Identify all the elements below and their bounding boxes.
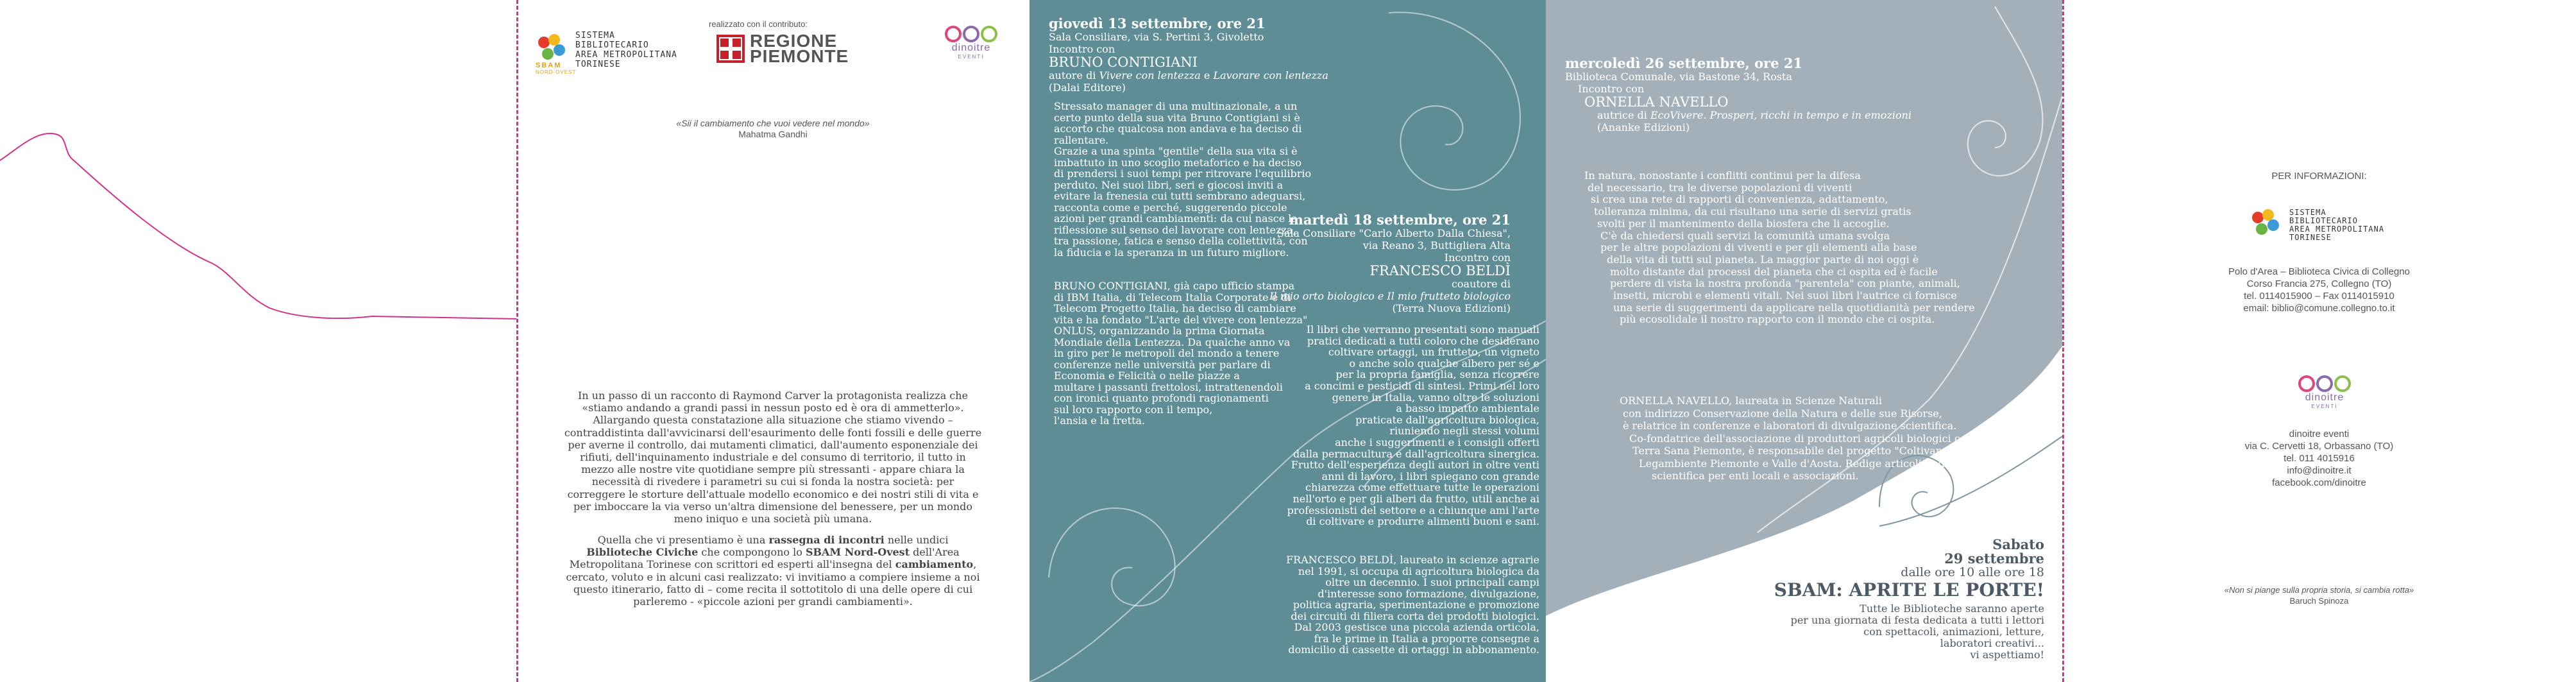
spinoza-quote-author: Baruch Spinoza (2289, 596, 2349, 606)
contributor-label: realizzato con il contributo: (709, 19, 808, 29)
intro-panel (516, 0, 1030, 682)
sbam-logo-text: SISTEMA BIBLIOTECARIO AREA METROPOLITANA TORINESE (575, 31, 677, 69)
sbam-logo-sub: NORD-OVEST (536, 69, 577, 75)
intro-paragraph-2: Quella che vi presentiamo è una rassegna di incontri nelle undici Biblioteche Civiche che compongono lo SBAM Nord-Ovest dell'Area Metropolitana Torinese con scrittori ed esperti all'insegna del cambiamento, cercato, voluto e in alcuni casi realizzato: vi invitiamo a compiere insieme a noi questo itinerario, fatto di – come recita il sottotitolo di una delle opere di cui parleremo - «piccole azioni per grandi cambiamenti». (566, 534, 980, 608)
info-panel (2062, 0, 2576, 682)
sbam-logo-mark-icon (2248, 209, 2280, 241)
event-1-description: Stressato manager di una multinazionale, a un certo punto della sua vita Bruno Contigiani si è accorto che qualcosa non andava e ha deciso di rallentare. Grazie a una spinta "gentile" della sua vita si è imbattuto in uno scoglio metaforico e ha deciso di prendersi i suoi tempi per ritrovare l'equilibrio perduto. Nei suoi libri, seri e giocosi inviti a evitare la frenesia cui tutti sembrano adeguarsi, racconta come e perché, suggerendo piccole azioni per grandi cambiamenti: da cui nasce la riflessione sul senso del lavorare con lentezza, tra passione, fatica e senso della collettività, con la fiducia e la speranza in un futuro migliore. (1054, 100, 1312, 259)
event-2-details: martedì 18 settembre, ore 21 Sala Consiliare "Carlo Alberto Dalla Chiesa", via Reano 3, Buttigliera Alta Incontro con FRANCESCO BELDÌ coautore di Il mio orto biologico e Il mio frutteto biologico (Terra Nuova Edizioni) (1269, 212, 1511, 314)
sbam-logo (2248, 209, 2384, 242)
event-3-description: In natura, nonostante i conflitti continui per la difesa del necessario, tra le diverse popolazioni di viventi si crea una rete di rapporti di convenienza, adattamento, tolleranza minima, da cui risultano una serie di servizi gratis svolti per il mantenimento della biosfera che li accoglie. C'è da chiedersi quali servizi la comunità umana svolga per le altre popolazioni di viventi e per gli elementi alla base della vita di tutti sul pianeta. La maggior parte di noi oggi è molto distante dai processi del pianeta che ci ospita ed è facile perdere di vista la nostra profonda "parentela" con piante, animali, insetti, microbi e elementi vitali. Nei suoi libri l'autrice ci fornisce una serie di suggerimenti da applicare nella quotidianità per rendere più ecosolidale il nostro rapporto con il mondo che ci ospita. (1584, 169, 1975, 326)
spinoza-quote: «Non si piange sulla propria storia, si cambia rotta» (2224, 585, 2414, 595)
dinoitre-logo: dinoitre EVENTI (2298, 375, 2351, 409)
regione-crest-icon (716, 35, 745, 63)
dinoitre-heads-icon (945, 26, 997, 42)
event-3-details: mercoledì 26 settembre, ore 21 Biblioteca Comunale, via Bastone 34, Rosta Incontro con ORNELLA NAVELLO autrice di EcoVivere. Prosperi, ricchi in tempo e in emozioni (Ananke Edizioni) (1565, 55, 1912, 133)
regione-piemonte-logo: REGIONE PIEMONTE (716, 33, 849, 64)
intro-paragraph-1: In un passo di un racconto di Raymond Carver la protagonista realizza che «stiamo andando a grandi passi in nessun posto ed è ora di ammetterlo». Allargando questa constatazione alla situazione che stiamo vivendo – contraddistinta dall'avvicinarsi dell'esaurimento delle fonti fossili e delle guerre per averne il controllo, dai mutamenti climatici, dall'aumento esponenziale dei rifiuti, dell'inquinamento industriale e del consumo di territorio, il tutto in mezzo alle nostre vite quotidiane sempre più stressanti - appare chiara la necessità di rivedere i parametri su cui si fonda la nostra società: per correggere le storture dell'attuale modello economico e dei nostri stili di vita e per imboccare la via verso un'altra dimensione del benessere, per un mondo meno iniquo e una società più umana. (564, 389, 982, 525)
gandhi-quote: «Sii il cambiamento che vuoi vedere nel mondo» (676, 118, 870, 128)
event-1-bio: BRUNO CONTIGIANI, già capo ufficio stampa di IBM Italia, di Telecom Italia Corporate e di Telecom Progetto Italia, ha deciso di cambiare vita e ha fondato "L'arte del vivere con lentezza" ONLUS, organizzando la prima Giornata Mondiale della Lentezza. Da qualche anno va in giro per le metropoli del mondo a tenere conferenze nelle università per parlare di Economia e Felicità o nelle piazze a multare i passanti frettolosi, intrattenendoli con ironici quanto profondi ragionamenti sul loro rapporto con il tempo, l'ansia e la fretta. (1054, 280, 1308, 427)
event-2-description: Il libri che verranno presentati sono manuali pratici dedicati a tutti coloro che desiderano coltivare ortaggi, un frutteto, un vigneto o anche solo qualche albero per sé e per la propria famiglia, senza ricorrere a concimi e pesticidi di sintesi. Primi nel loro genere in Italia, vanno oltre le soluzioni a basso impatto ambientale praticate dall'agricoltura biologica, riuniendo negli stessi volumi anche i suggerimenti e i consigli offerti dalla permacultura e dall'agricoltura sinergica. Frutto dell'esperienza degli autori in oltre venti anni di lavoro, i libri spiegano con grande chiarezza come effettuare tutte le operazioni nell'orto e per gli alberi da frutto, utili anche ai professionisti del settore e a chiunque ami l'arte di coltivare e produrre alimenti buoni e sani. (1287, 323, 1539, 528)
events-panel-2 (1546, 0, 2062, 682)
event-4-details: Sabato 29 settembre dalle ore 10 alle ore 18 SBAM: APRITE LE PORTE! (1774, 536, 2044, 601)
facebook-link[interactable]: facebook.com/dinoitre (2272, 477, 2366, 488)
event-4-description: Tutte le Biblioteche saranno aperte per una giornata di festa dedicata a tutti i lettori con spettacoli, animazioni, letture, laboratori creativi... vi aspettiamo! (1790, 602, 2044, 661)
dinoitre-heads-icon (2298, 375, 2351, 392)
cut-outline (0, 0, 516, 682)
events-panel-1 (1030, 0, 1546, 682)
email-link[interactable]: email: biblio@comune.collegno.to.it (2243, 303, 2395, 314)
event-1-details: giovedì 13 settembre, ore 21 Sala Consiliare, via S. Pertini 3, Givoletto Incontro con BRUNO CONTIGIANI autore di Vivere con lentezza e Lavorare con lentezza (Dalai Editore) (1049, 15, 1328, 94)
email-link[interactable]: info@dinoitre.it (2287, 465, 2351, 476)
event-2-bio: FRANCESCO BELDÌ, laureato in scienze agrarie nel 1991, si occupa di agricoltura biologica da oltre un decennio. I suoi principali campi d'interesse sono formazione, divulgazione, politica agraria, sperimentazione e promozione dei circuiti di filiera corta dei prodotti biologici. Dal 2003 gestisce una piccola azienda orticola, fra le prime in Italia a proporre consegne a domicilio di cassette di ortaggi in abbonamento. (1286, 554, 1539, 656)
sbam-logo-text: SISTEMA BIBLIOTECARIO AREA METROPOLITANA TORINESE (2289, 208, 2385, 242)
contact-dinoitre: dinoitre eventi via C. Cervetti 18, Orbassano (TO) tel. 011 4015916 info@dinoitre.it facebook.com/dinoitre (2062, 428, 2576, 489)
sbam-logo-word: SBAM (536, 62, 562, 69)
cut-panel (0, 0, 516, 682)
dinoitre-logo: dinoitre EVENTI (945, 26, 997, 60)
event-3-bio: ORNELLA NAVELLO, laureata in Scienze Naturali con indirizzo Conservazione della Natura e delle sue Risorse, è relatrice in conferenze e laboratori di divulgazione scientifica. Co-fondatrice dell'associazione di produttori agricoli biologici certificati Terra Sana Piemonte, è responsabile del progetto "Coltivare Natura" per Legambiente Piemonte e Valle d'Aosta. Redige articoli di divulgazione scientifica per enti locali e associazioni. (1620, 395, 2013, 482)
info-title: PER INFORMAZIONI: (2271, 171, 2367, 182)
gandhi-quote-author: Mahatma Gandhi (738, 129, 808, 139)
contact-collegno: Polo d'Area – Biblioteca Civica di Collegno Corso Francia 275, Collegno (TO) tel. 0114015900 – Fax 0114015910 email: biblio@comune.collegno.to.it (2062, 266, 2576, 314)
